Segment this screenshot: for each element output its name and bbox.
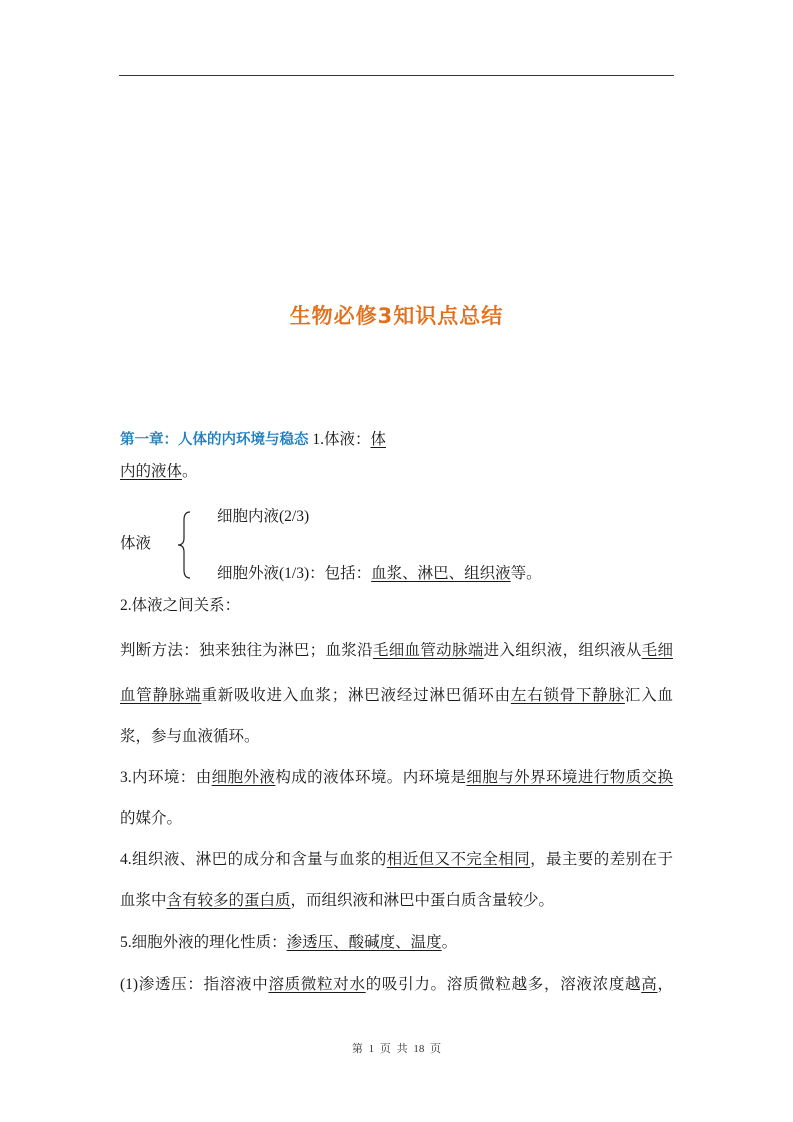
brace-icon: [176, 510, 196, 580]
item2-heading: 2.体液之间关系：: [120, 597, 241, 614]
item1-underlined-cont: 内的液体: [120, 463, 183, 480]
t: ，: [657, 976, 673, 993]
t: 汇入血: [624, 687, 673, 704]
diagram-branch-extracellular: [217, 564, 542, 584]
item2-line1: [120, 641, 673, 661]
item5-1-line: [120, 975, 673, 995]
t: (1)渗透压：指溶液中: [120, 976, 269, 993]
item3-line2: 的媒介。: [120, 810, 183, 827]
u: 相近但又不完全相同: [386, 851, 531, 868]
t: 4.组织液、淋巴的成分和含量与血浆的: [120, 851, 387, 868]
chapter-heading: 第一章：人体的内环境与稳态: [120, 432, 309, 448]
item3-line1: [120, 768, 673, 788]
u: 毛细: [641, 642, 673, 659]
item1-prefix: 1.体液：: [312, 431, 371, 448]
u: 毛细血管动脉端: [372, 642, 484, 659]
t: 的吸引力。溶质微粒越多，溶液浓度越: [365, 976, 642, 993]
t: 重新吸收进入血浆；淋巴液经过淋巴循环由: [201, 687, 511, 704]
u: 溶质微粒对水: [268, 976, 366, 993]
item2-line3: 浆，参与血液循环。: [120, 728, 260, 745]
t: 3.内环境：由: [120, 769, 212, 786]
header-rule: [119, 75, 674, 76]
t: ，而组织液和淋巴中蛋白质含量较少。: [290, 892, 555, 909]
diagram-root: 体液: [120, 535, 152, 552]
u: 左右锁骨下静脉: [510, 687, 625, 704]
item4-line1: [120, 850, 673, 870]
item2-line2: [120, 686, 673, 706]
diagram-branch-intracellular: 细胞内液(2/3): [217, 508, 310, 525]
u: 细胞与外界环境进行物质交换: [466, 769, 673, 786]
t: ，最主要的差别在于: [530, 851, 673, 868]
branch2-prefix: 细胞外液(1/3)：包括：: [217, 565, 372, 582]
branch2-end: 等。: [510, 565, 542, 582]
t: 进入组织液，组织液从: [483, 642, 642, 659]
item1-continuation: [120, 462, 198, 482]
t: 。: [441, 934, 458, 951]
item1-underlined: 体: [370, 431, 387, 448]
u: 细胞外液: [211, 769, 276, 786]
t: 构成的液体环境。内环境是: [275, 769, 467, 786]
page-footer: 第 1 页 共 18 页: [351, 1043, 442, 1055]
u: 高: [641, 976, 658, 993]
chapter-line: [120, 430, 386, 450]
document-title: 生物必修3知识点总结: [289, 304, 504, 328]
branch2-underlined: 血浆、淋巴、组织液: [371, 565, 511, 582]
item1-end: 。: [182, 463, 198, 480]
item4-line2: [120, 891, 554, 911]
item5-line: [120, 933, 457, 953]
u: 渗透压、酸碱度、温度: [286, 934, 442, 951]
t: 5.细胞外液的理化性质：: [120, 934, 287, 951]
t: 血浆中: [120, 892, 167, 909]
u: 血管静脉端: [120, 687, 202, 704]
u: 含有较多的蛋白质: [166, 892, 291, 909]
t: 判断方法：独来独往为淋巴；血浆沿: [120, 642, 373, 659]
